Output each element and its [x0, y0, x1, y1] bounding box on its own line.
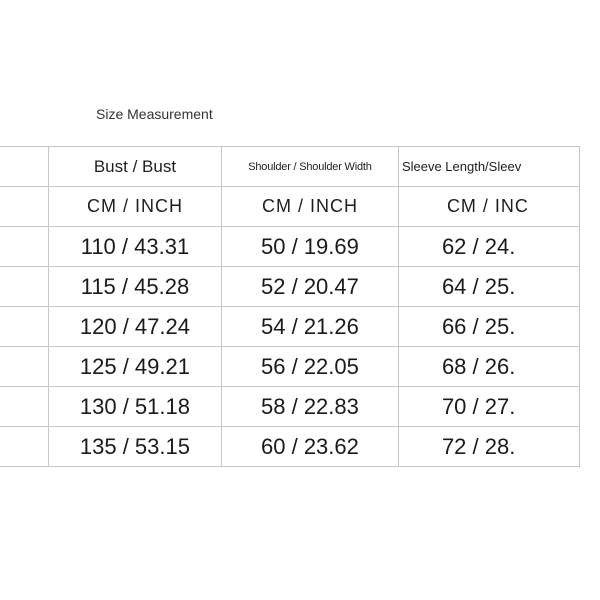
header-size: [0, 147, 48, 187]
row-size-cell: [0, 347, 48, 387]
units-size: [0, 187, 48, 227]
row-shoulder-cell: 54 / 21.26: [221, 307, 398, 347]
row-bust-cell: 135 / 53.15: [48, 427, 221, 467]
row-sleeve-cell: 64 / 25.: [398, 267, 579, 307]
table-row: [0, 347, 580, 387]
units-row: [0, 187, 580, 227]
table-row: [0, 307, 580, 347]
row-shoulder-cell: 50 / 19.69: [221, 227, 398, 267]
header-shoulder: Shoulder / Shoulder Width: [221, 147, 398, 187]
row-bust-cell: 120 / 47.24: [48, 307, 221, 347]
row-bust-cell: 125 / 49.21: [48, 347, 221, 387]
row-shoulder-cell: 56 / 22.05: [221, 347, 398, 387]
row-sleeve-cell: 68 / 26.: [398, 347, 579, 387]
row-size-cell: [0, 387, 48, 427]
row-bust-cell: 110 / 43.31: [48, 227, 221, 267]
table-caption: Size Measurement: [96, 106, 213, 122]
row-bust-cell: 115 / 45.28: [48, 267, 221, 307]
row-size-cell: [0, 307, 48, 347]
size-measurement-table: [0, 146, 580, 467]
row-sleeve-cell: 72 / 28.: [398, 427, 579, 467]
table-row: [0, 387, 580, 427]
table-row: [0, 227, 580, 267]
row-size-cell: [0, 227, 48, 267]
row-sleeve-cell: 70 / 27.: [398, 387, 579, 427]
row-sleeve-cell: 66 / 25.: [398, 307, 579, 347]
units-bust: CM / INCH: [48, 187, 221, 227]
row-shoulder-cell: 58 / 22.83: [221, 387, 398, 427]
header-bust: Bust / Bust: [48, 147, 221, 187]
row-sleeve-cell: 62 / 24.: [398, 227, 579, 267]
table-row: [0, 427, 580, 467]
row-shoulder-cell: 52 / 20.47: [221, 267, 398, 307]
row-size-cell: [0, 267, 48, 307]
row-bust-cell: 130 / 51.18: [48, 387, 221, 427]
row-shoulder-cell: 60 / 23.62: [221, 427, 398, 467]
header-row: [0, 147, 580, 187]
units-shoulder: CM / INCH: [221, 187, 398, 227]
header-sleeve: Sleeve Length/Sleev: [398, 147, 579, 187]
row-size-cell: [0, 427, 48, 467]
units-sleeve: CM / INC: [398, 187, 579, 227]
table-row: [0, 267, 580, 307]
